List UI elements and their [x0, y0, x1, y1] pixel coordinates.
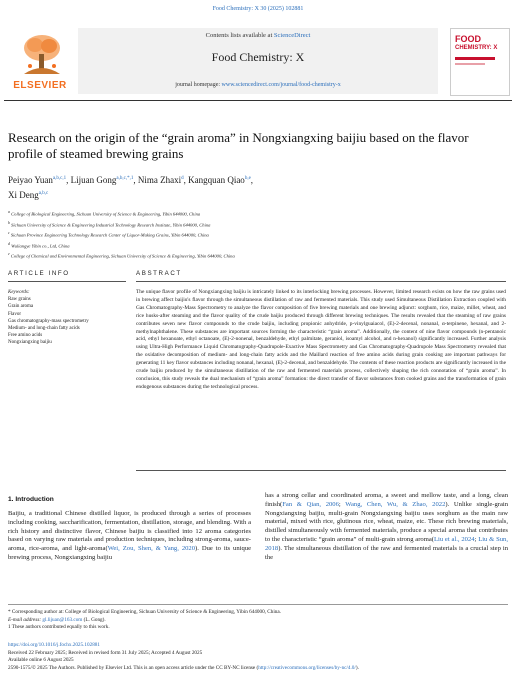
- email-suffix: (L. Gong).: [82, 616, 106, 623]
- intro-column-right: [265, 492, 508, 562]
- affiliation-item: [8, 208, 498, 219]
- article-info-divider: [8, 281, 126, 282]
- author-affiliation-marks[interactable]: d: [181, 176, 184, 181]
- journal-title: Food Chemistry: X: [211, 50, 305, 64]
- journal-reference[interactable]: Food Chemistry: X 30 (2025) 102881: [212, 6, 304, 12]
- article-info-heading: ARTICLE INFO: [8, 270, 70, 277]
- online-date: Available online 6 August 2025: [8, 657, 74, 663]
- elsevier-logo[interactable]: [8, 30, 68, 94]
- journal-homepage-link[interactable]: www.sciencedirect.com/journal/food-chemistry-x: [221, 82, 341, 88]
- cover-decoration-2: [455, 63, 485, 65]
- introduction-heading: 1. Introduction: [8, 496, 54, 503]
- citation-link[interactable]: Fan & Qian, 2006: [282, 500, 339, 508]
- corresponding-author-note: * Corresponding author at: College of Biological Engineering, Sichuan University of Science & Engineering, Yibin 644000, China.: [8, 609, 281, 615]
- keyword-item: Raw grains: [8, 297, 31, 303]
- abstract-end-divider: [136, 470, 506, 471]
- cover-decoration: [455, 57, 495, 60]
- affiliation-item: [8, 240, 498, 251]
- affiliation-text: Sichuan University of Science & Engineering Industrial Technology Research Institute, Yibin 644000, China: [11, 222, 211, 228]
- journal-masthead: [4, 28, 512, 96]
- author-name[interactable]: Xi Deng: [8, 190, 39, 200]
- affiliation-mark: d: [8, 241, 10, 246]
- journal-cover-thumbnail[interactable]: [450, 28, 510, 96]
- license-line: [8, 665, 508, 673]
- abstract-text: The unique flavor profile of Nongxiangxing baijiu is intricately linked to its interlocking brewing processes. However, limited research exists on how the raw grains used in brewing affect baijiu's flavor through the simultaneous distillation of raw and fermented materials. This study used Simultaneous Distillation Extraction coupled with Gas Chromatography-Mass Spectrometry to analyze the flavor composition of five brewing materials and one brewing adjunct: sorghum, rice, maize, millet, wheat, and rice husks-after steaming and the flavor quality of the crude baijiu produced through different brewing techniques. The results revealed that the steaming of raw grains contributes seven new flavor compounds to the crude baijiu, including propionic anhydride, p-vinylguaiacol, (E)-2-decenal, nonanal, α-terpinene, hexanal, and 2-methylnaphthalene. These substances are important sources forming the characteristic “grain aroma”. Additionally, the content of nine flavor compounds (n-pentanoic acid, ethyl hexanoate, ethyl octanoate, (E)-2-nonenal, benzaldehyde, ethyl palmitate, geraniol, isoamyl alcohol, and n-hexanol) significantly increased. Further analysis using Ultra-High Performance Liquid Chromatography-Quadrupole-Exactive Mass Spectrometry and Gas Chromatography-Quadrupole Mass Spectrometry revealed that the oxidative decomposition of medium- and long-chain fatty acids and the Maillard reaction of free amino acids during grain cooking are important pathways for generating 11 key flavor substances including nonanal, hexanal, (E)-2-decenal, and benzaldehyde. The contents of these reaction products are significantly increased in the crude baijiu produced by the simultaneous distillation of the raw and fermented materials process, collectively shaping the rich connotation of “grain aroma”. In conclusion, this study reveals the dual mechanism of “grain aroma” formation: the direct transfer of flavor substances from cooked grains and the transformation of grain endogenous substances during the technological process.: [136, 289, 506, 390]
- author-affiliation-marks[interactable]: b,e: [244, 176, 251, 181]
- keyword-item: Flavor: [8, 311, 22, 317]
- affiliation-text: College of Biological Engineering, Sichuan University of Science & Engineering, Yibin 644000, China: [11, 211, 201, 217]
- affiliation-mark: a: [8, 210, 10, 214]
- affiliation-text: College of Chemical and Environmental Engineering, Sichuan University of Science & Engineering, Yibin 644000, China: [10, 253, 235, 259]
- affiliation-text: Sichuan Province Engineering Technology Research Center of Liquor-Making Grains, Yibin 644000, China: [10, 232, 209, 238]
- email-link[interactable]: gl.lijuan@163.com: [42, 616, 83, 623]
- keywords-label: Keywords:: [8, 290, 30, 295]
- keyword-item: Grain aroma: [8, 304, 34, 310]
- homepage-line: [78, 82, 438, 88]
- license-text: 2590-1575/© 2025 The Authors. Published by Elsevier Ltd. This is an open access article under the CC BY-NC license (: [8, 664, 259, 671]
- equal-contribution-note: 1 These authors contributed equally to this work.: [8, 624, 110, 630]
- license-link[interactable]: http://creativecommons.org/licenses/by-nc/4.0/: [258, 664, 356, 671]
- affiliation-item: [8, 250, 498, 261]
- cover-title-food: FOOD: [455, 34, 481, 44]
- intro-text: ). Due to its unique brewing process, Nongxiangxing baijiu: [8, 545, 251, 561]
- email-note: [8, 617, 508, 625]
- cover-title-chemistry: CHEMISTRY: X: [455, 45, 498, 51]
- author-affiliation-marks[interactable]: a,b,c,1: [52, 176, 67, 181]
- citation-link[interactable]: Wei, Zou, Shen, & Yang, 2020: [107, 545, 196, 553]
- elsevier-tree-icon: [18, 32, 66, 78]
- elsevier-wordmark: ELSEVIER: [13, 80, 67, 91]
- author-name[interactable]: Kangquan Qiao: [188, 175, 245, 185]
- intro-text: ). Unlike single-grain Nongxiangxing baijiu, multi-grain Nongxiangxing baijiu uses sorghum as the main raw material, mixed with rice, glutinous rice, wheat, maize, etc. These rich brewing materials, distilled simultaneously with fermented materials, produce a special aroma that contributes to the characteristic “grain aroma” of multi-grain strong aroma(: [265, 500, 508, 543]
- citation-link[interactable]: Liu & Sun, 2018: [265, 535, 508, 552]
- affiliation-mark: e: [8, 252, 10, 257]
- intro-text: ;: [338, 500, 346, 508]
- keyword-item: Free amino acids: [8, 333, 43, 339]
- intro-text: ). The simultaneous distillation of the raw and fermented materials is a crucial step in the: [265, 544, 508, 561]
- keywords-block: [8, 289, 128, 347]
- intro-text: ;: [474, 535, 479, 543]
- received-dates: Received 22 February 2025; Received in revised form 31 July 2025; Accepted 4 August 2025: [8, 649, 203, 656]
- footnotes-block: [8, 609, 508, 632]
- email-label: E-mail address:: [8, 616, 43, 623]
- affiliation-mark: b: [8, 220, 10, 225]
- masthead-center: [78, 28, 438, 94]
- homepage-prefix: journal homepage:: [175, 82, 222, 88]
- author-name[interactable]: Peiyao Yuan: [8, 175, 53, 185]
- footnote-divider: [8, 604, 508, 605]
- author-affiliation-marks[interactable]: a,b,c,*,1: [116, 176, 134, 181]
- keyword-item: Gas chromatography-mass spectrometry: [8, 318, 89, 324]
- publication-info: [8, 642, 508, 672]
- intro-text: Baijiu, a traditional Chinese distilled liquor, is produced through a series of processes including cooking, saccharification, fermentation, distillation, storage, and blending. With a rich history and distinctive flavor, Chinese baijiu is classified into 12 aroma categories based on varying raw materials and production techniques, including strong-aroma, sauce-aroma, rice-aroma, and light-aroma(: [8, 510, 251, 553]
- abstract-divider: [136, 281, 506, 282]
- citation-link[interactable]: Wang, Chen, Wu, & Zhao, 2022: [345, 500, 446, 508]
- author-affiliation-marks[interactable]: a,b,c: [38, 191, 49, 196]
- doi-link[interactable]: https://doi.org/10.1016/j.fochx.2025.102881: [8, 642, 100, 648]
- affiliation-mark: c: [8, 231, 10, 236]
- contents-prefix: Contents lists available at: [205, 32, 274, 39]
- sciencedirect-link[interactable]: ScienceDirect: [273, 32, 311, 39]
- author-name[interactable]: Lijuan Gong: [70, 175, 117, 185]
- contents-line: [78, 32, 438, 39]
- keyword-item: Medium- and long-chain fatty acids: [8, 326, 80, 332]
- intro-column-left: [8, 510, 251, 563]
- masthead-divider: [4, 100, 512, 101]
- citation-link[interactable]: Liu et al., 2024: [433, 535, 475, 543]
- article-title: Research on the origin of the “grain aroma” in Nongxiangxing baijiu based on the flavor profile of steamed brewing grains: [8, 130, 469, 161]
- affiliation-item: [8, 229, 498, 240]
- license-suffix: ).: [355, 664, 359, 671]
- abstract-heading: ABSTRACT: [136, 270, 182, 277]
- author-name[interactable]: Nima Zhaxi: [137, 175, 182, 185]
- keyword-item: Nongxiangxing baijiu: [8, 340, 52, 346]
- author-list: Peiyao Yuan$^{a,b,c,1}$, Lijuan Gong$^{a,b,c,*,1}$, Nima Zhaxi$^d$, Kangquan Qiao$^{b,e}$, Xi Deng$^{a,b,c}$: [8, 175, 254, 200]
- intro-text: has a strong cellar and coordinated aroma, a sweet and mellow taste, and a long, clean finish(: [265, 492, 508, 508]
- affiliation-text: Wuliangye Yibin co., Ltd, China: [11, 243, 70, 249]
- affiliation-item: [8, 219, 498, 230]
- affiliation-list: [8, 208, 498, 261]
